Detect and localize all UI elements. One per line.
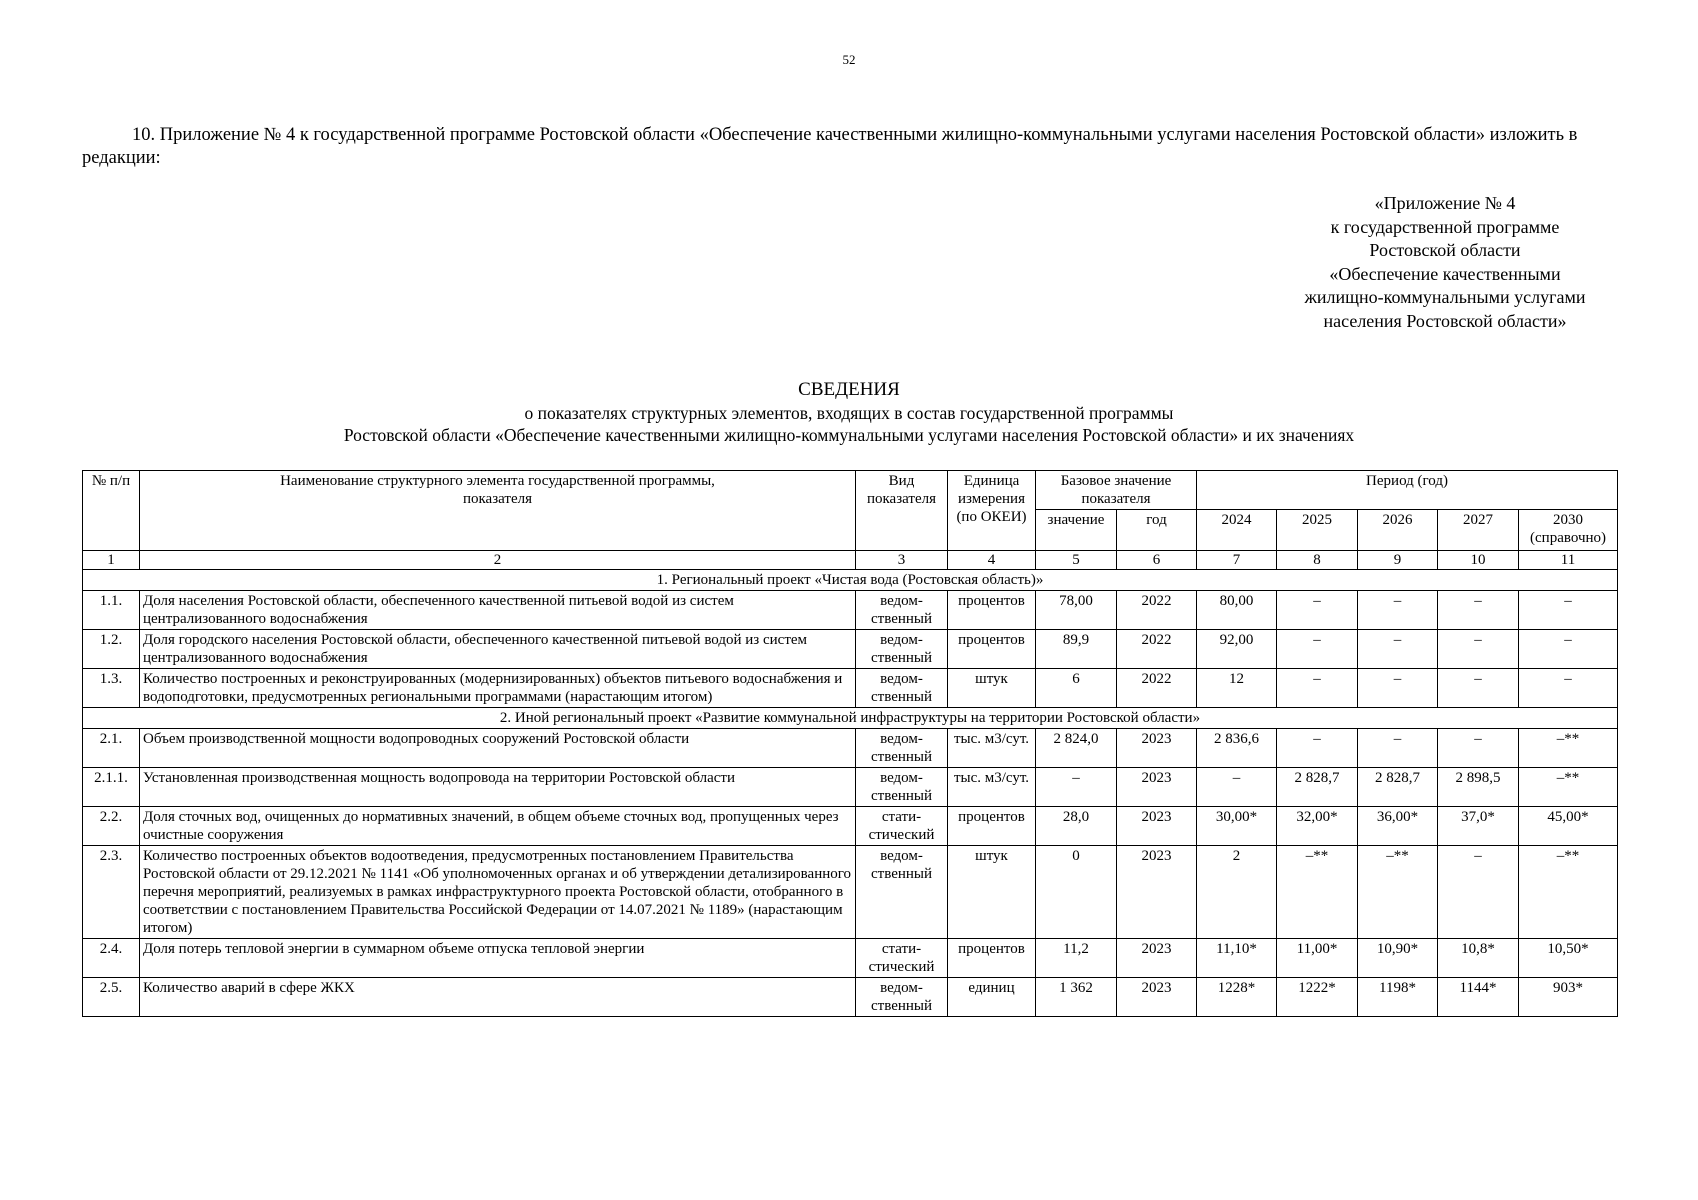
- row-value-2024: –: [1197, 768, 1277, 807]
- row-name: Количество построенных и реконструированных (модернизированных) объектов питьевого водоснабжения и водоподготовки, предусмотренных региональными программами (нарастающим итогом): [140, 669, 856, 708]
- row-value-2025: –: [1277, 729, 1358, 768]
- row-value-2026: 10,90*: [1358, 939, 1438, 978]
- row-value-2026: 1198*: [1358, 978, 1438, 1017]
- row-num: 2.3.: [83, 846, 140, 939]
- row-base-year: 2022: [1117, 591, 1197, 630]
- appendix-line: населения Ростовской области»: [1323, 310, 1567, 331]
- column-number: 6: [1117, 551, 1197, 570]
- row-value-2025: 1222*: [1277, 978, 1358, 1017]
- appendix-line: к государственной программе: [1330, 216, 1560, 237]
- row-value-2027: 10,8*: [1438, 939, 1519, 978]
- row-unit: штук: [948, 669, 1036, 708]
- header-unit: Единица измерения (по ОКЕИ): [948, 471, 1036, 551]
- title-line-1: о показателях структурных элементов, входящих в состав государственной программы: [524, 403, 1174, 423]
- row-value-2024: 2: [1197, 846, 1277, 939]
- row-value-2027: –: [1438, 846, 1519, 939]
- row-base-value: 2 824,0: [1036, 729, 1117, 768]
- row-value-2026: –: [1358, 729, 1438, 768]
- appendix-line: жилищно-коммунальными услугами: [1304, 287, 1586, 307]
- row-name: Доля сточных вод, очищенных до нормативных значений, в общем объеме сточных вод, пропущенных через очистные сооружения: [140, 807, 856, 846]
- row-type: ведом-ственный: [856, 978, 948, 1017]
- row-value-2030: 10,50*: [1519, 939, 1618, 978]
- header-year-2026: 2026: [1358, 510, 1438, 551]
- column-number: 8: [1277, 551, 1358, 570]
- table-row: [83, 807, 1618, 846]
- row-value-2030: –**: [1519, 846, 1618, 939]
- row-base-year: 2022: [1117, 669, 1197, 708]
- row-name: Объем производственной мощности водопроводных сооружений Ростовской области: [140, 729, 856, 768]
- row-num: 2.4.: [83, 939, 140, 978]
- table-row: [83, 768, 1618, 807]
- row-value-2030: –: [1519, 591, 1618, 630]
- header-year-2027: 2027: [1438, 510, 1519, 551]
- row-value-2024: 12: [1197, 669, 1277, 708]
- header-name: Наименование структурного элемента государственной программы, показателя: [140, 471, 856, 551]
- row-base-year: 2023: [1117, 939, 1197, 978]
- section-row: [83, 708, 1618, 729]
- row-value-2027: –: [1438, 591, 1519, 630]
- row-unit: процентов: [948, 630, 1036, 669]
- column-number: 2: [140, 551, 856, 570]
- row-value-2024: 11,10*: [1197, 939, 1277, 978]
- row-value-2026: –: [1358, 669, 1438, 708]
- row-type: ведом-ственный: [856, 669, 948, 708]
- row-name: Количество построенных объектов водоотведения, предусмотренных постановлением Правительства Ростовской области от 29.12.2021 № 1141 «Об уполномоченных органах и об утверждении детализированного перечня мероприятий, реализуемых в рамках инфраструктурного проекта Ростовской области, отобранного в соответствии с постановлением Правительства Российской Федерации от 14.07.2021 № 1189» (нарастающим итогом): [140, 846, 856, 939]
- row-type: ведом-ственный: [856, 846, 948, 939]
- header-period: Период (год): [1197, 471, 1618, 510]
- row-base-value: 6: [1036, 669, 1117, 708]
- row-value-2024: 92,00: [1197, 630, 1277, 669]
- row-base-year: 2023: [1117, 729, 1197, 768]
- appendix-line: Ростовской области: [1369, 240, 1521, 260]
- table-row: [83, 939, 1618, 978]
- header-base-value: значение: [1036, 510, 1117, 551]
- appendix-line: «Приложение № 4: [1374, 193, 1516, 213]
- row-value-2027: 1144*: [1438, 978, 1519, 1017]
- row-value-2030: 45,00*: [1519, 807, 1618, 846]
- row-unit: штук: [948, 846, 1036, 939]
- row-value-2027: –: [1438, 669, 1519, 708]
- section-title: 2. Иной региональный проект «Развитие коммунальной инфраструктуры на территории Ростовской области»: [83, 708, 1618, 729]
- row-value-2024: 1228*: [1197, 978, 1277, 1017]
- row-value-2030: –**: [1519, 729, 1618, 768]
- row-type: стати-стический: [856, 939, 948, 978]
- row-num: 2.2.: [83, 807, 140, 846]
- section-2-body: [83, 729, 1618, 1017]
- header-base-year: год: [1117, 510, 1197, 551]
- row-value-2026: –**: [1358, 846, 1438, 939]
- row-unit: процентов: [948, 807, 1036, 846]
- row-value-2027: 2 898,5: [1438, 768, 1519, 807]
- row-num: 1.1.: [83, 591, 140, 630]
- header-num: № п/п: [83, 471, 140, 551]
- row-value-2024: 2 836,6: [1197, 729, 1277, 768]
- row-name: Установленная производственная мощность водопровода на территории Ростовской области: [140, 768, 856, 807]
- row-type: ведом-ственный: [856, 630, 948, 669]
- row-value-2027: –: [1438, 729, 1519, 768]
- table-row: [83, 978, 1618, 1017]
- column-number: 1: [83, 551, 140, 570]
- document-title: [0, 378, 1698, 446]
- row-type: ведом-ственный: [856, 768, 948, 807]
- row-base-year: 2023: [1117, 768, 1197, 807]
- row-value-2030: –: [1519, 669, 1618, 708]
- row-type: ведом-ственный: [856, 591, 948, 630]
- row-value-2027: –: [1438, 630, 1519, 669]
- row-name: Доля потерь тепловой энергии в суммарном объеме отпуска тепловой энергии: [140, 939, 856, 978]
- title-line-2: Ростовской области «Обеспечение качественными жилищно-коммунальными услугами населения Ростовской области» и их значениях: [343, 425, 1355, 445]
- title-main: СВЕДЕНИЯ: [798, 379, 900, 400]
- column-number: 10: [1438, 551, 1519, 570]
- row-base-year: 2023: [1117, 846, 1197, 939]
- header-year-2030: 2030 (справочно): [1519, 510, 1618, 551]
- appendix-line: «Обеспечение качественными: [1329, 263, 1561, 284]
- row-value-2025: –: [1277, 630, 1358, 669]
- row-base-year: 2022: [1117, 630, 1197, 669]
- row-value-2025: –**: [1277, 846, 1358, 939]
- row-value-2027: 37,0*: [1438, 807, 1519, 846]
- section-title: 1. Региональный проект «Чистая вода (Ростовская область)»: [83, 570, 1618, 591]
- table-row: [83, 846, 1618, 939]
- header-type: Вид показателя: [856, 471, 948, 551]
- table-row: [83, 729, 1618, 768]
- row-num: 2.1.1.: [83, 768, 140, 807]
- table-row: [83, 669, 1618, 708]
- row-type: ведом-ственный: [856, 729, 948, 768]
- column-number: 7: [1197, 551, 1277, 570]
- table-row: [83, 630, 1618, 669]
- row-base-year: 2023: [1117, 807, 1197, 846]
- column-number: 11: [1519, 551, 1618, 570]
- column-number: 4: [948, 551, 1036, 570]
- row-name: Доля населения Ростовской области, обеспеченного качественной питьевой водой из систем централизованного водоснабжения: [140, 591, 856, 630]
- intro-paragraph: 10. Приложение № 4 к государственной программе Ростовской области «Обеспечение качественными жилищно-коммунальными услугами населения Ростовской области» изложить в редакции:: [82, 125, 1578, 168]
- header-year-2025: 2025: [1277, 510, 1358, 551]
- row-base-value: 0: [1036, 846, 1117, 939]
- row-value-2025: –: [1277, 669, 1358, 708]
- row-value-2030: 903*: [1519, 978, 1618, 1017]
- row-value-2025: 2 828,7: [1277, 768, 1358, 807]
- row-base-value: 89,9: [1036, 630, 1117, 669]
- row-value-2026: –: [1358, 630, 1438, 669]
- row-name: Доля городского населения Ростовской области, обеспеченного качественной питьевой водой из систем централизованного водоснабжения: [140, 630, 856, 669]
- section-row: [83, 570, 1618, 591]
- row-value-2025: 32,00*: [1277, 807, 1358, 846]
- row-base-value: 78,00: [1036, 591, 1117, 630]
- column-numbers-row: [83, 551, 1618, 570]
- header-base: Базовое значение показателя: [1036, 471, 1197, 510]
- row-unit: единиц: [948, 978, 1036, 1017]
- table-row: [83, 591, 1618, 630]
- header-row: [83, 471, 1618, 510]
- row-value-2025: 11,00*: [1277, 939, 1358, 978]
- row-base-value: 28,0: [1036, 807, 1117, 846]
- row-value-2024: 80,00: [1197, 591, 1277, 630]
- row-base-value: 11,2: [1036, 939, 1117, 978]
- row-num: 1.3.: [83, 669, 140, 708]
- row-base-value: 1 362: [1036, 978, 1117, 1017]
- row-name: Количество аварий в сфере ЖКХ: [140, 978, 856, 1017]
- section-1-body: [83, 591, 1618, 708]
- row-num: 2.5.: [83, 978, 140, 1017]
- appendix-header: [1270, 192, 1620, 333]
- page-number: 52: [842, 52, 856, 67]
- row-unit: процентов: [948, 939, 1036, 978]
- row-value-2030: –**: [1519, 768, 1618, 807]
- row-num: 2.1.: [83, 729, 140, 768]
- row-base-value: –: [1036, 768, 1117, 807]
- column-number: 9: [1358, 551, 1438, 570]
- row-unit: тыс. м3/сут.: [948, 729, 1036, 768]
- row-type: стати-стический: [856, 807, 948, 846]
- row-base-year: 2023: [1117, 978, 1197, 1017]
- row-num: 1.2.: [83, 630, 140, 669]
- row-value-2026: –: [1358, 591, 1438, 630]
- column-number: 5: [1036, 551, 1117, 570]
- row-unit: тыс. м3/сут.: [948, 768, 1036, 807]
- indicators-table: [82, 470, 1618, 1017]
- row-value-2024: 30,00*: [1197, 807, 1277, 846]
- row-value-2025: –: [1277, 591, 1358, 630]
- row-unit: процентов: [948, 591, 1036, 630]
- row-value-2030: –: [1519, 630, 1618, 669]
- row-value-2026: 36,00*: [1358, 807, 1438, 846]
- header-year-2024: 2024: [1197, 510, 1277, 551]
- column-number: 3: [856, 551, 948, 570]
- row-value-2026: 2 828,7: [1358, 768, 1438, 807]
